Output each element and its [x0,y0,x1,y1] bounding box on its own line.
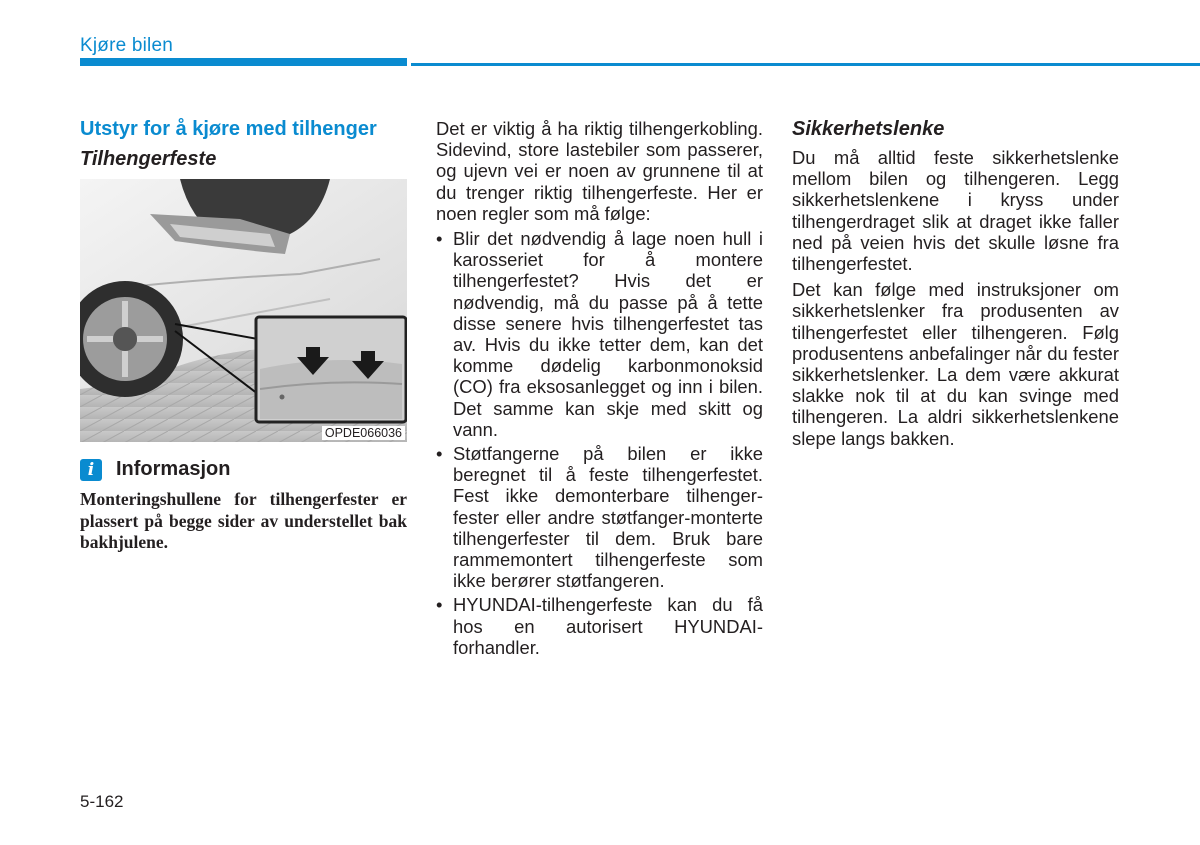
info-title: Informasjon [116,458,231,480]
page-number: 5-162 [80,792,124,811]
subtitle-tilhengerfeste: Tilhengerfeste [80,148,217,170]
towbar-figure [80,179,407,442]
rules-list [436,228,763,658]
info-text: Monteringshullene for tilhengerfester er plassert på begge sider av understellet bak bakhjulene. [80,489,407,552]
list-item [436,443,763,591]
safety-chain-paragraph-1: Du må alltid feste sikkerhetslenke mellom bilen og tilhengeren. Legg sikkerhetslenkene i kryss under tilhengerdraget slik at draget ikke faller ned på veien hvis det skulle løsne fra tilhengerfestet. [792,147,1119,275]
column-right [792,118,1119,449]
list-item [436,594,763,658]
car-rear-illustration [80,179,407,442]
column-middle [436,118,763,661]
bullet-marker: • [436,594,443,616]
list-item-text: Blir det nødvendig å lage noen hull i karosseriet for å montere tilhengerfestet? Hvis det er nødvendig, må du passe på å tette disse senere hvis tilhengerfestet tas av. Hvis du ikke tetter dem, kan det komme dødelig karbonmonoksid (CO) fra eksosanlegget og inn i bilen. Det samme kan skje med skitt og vann. [453,228,763,440]
header-bar-thin [411,63,1200,66]
bullet-marker: • [436,443,443,465]
subtitle-sikkerhetslenke: Sikkerhetslenke [792,118,945,140]
bullet-marker: • [436,228,443,250]
figure-code: OPDE066036 [322,426,405,440]
column-left [80,118,407,554]
header-bar-thick [80,58,407,66]
chapter-title: Kjøre bilen [80,35,174,56]
list-item-text: HYUNDAI-tilhengerfeste kan du få hos en autorisert HYUNDAI-forhandler. [453,594,763,658]
info-header [80,458,407,481]
safety-chain-paragraph-2: Det kan følge med instruksjoner om sikkerhetslenker fra produsenten av tilhengerfestet eller tilhengeren. Følg produsentens anbefalinger når du fester sikkerhetslenker. La dem være akkurat slakke nok til at du kan svinge med tilhengeren. La aldri sikkerhetslenkene slepe langs bakken. [792,279,1119,449]
list-item-text: Støtfangerne på bilen er ikke beregnet til å feste tilhengerfestet. Fest ikke demonterbare tilhenger-fester eller andre støtfanger-monterte tilhengerfester til dem. Bruk bare rammemontert tilhengerfeste som ikke berører støtfangeren. [453,443,763,592]
info-icon: i [80,459,102,481]
intro-paragraph: Det er viktig å ha riktig tilhengerkobling. Sidevind, store lastebiler som passerer, og ujevn vei er noen av grunnene til at du trenger riktig tilhengerfeste. Her er noen regler som må følge: [436,118,763,224]
section-title: Utstyr for å kjøre med tilhenger [80,118,377,140]
list-item [436,228,763,440]
